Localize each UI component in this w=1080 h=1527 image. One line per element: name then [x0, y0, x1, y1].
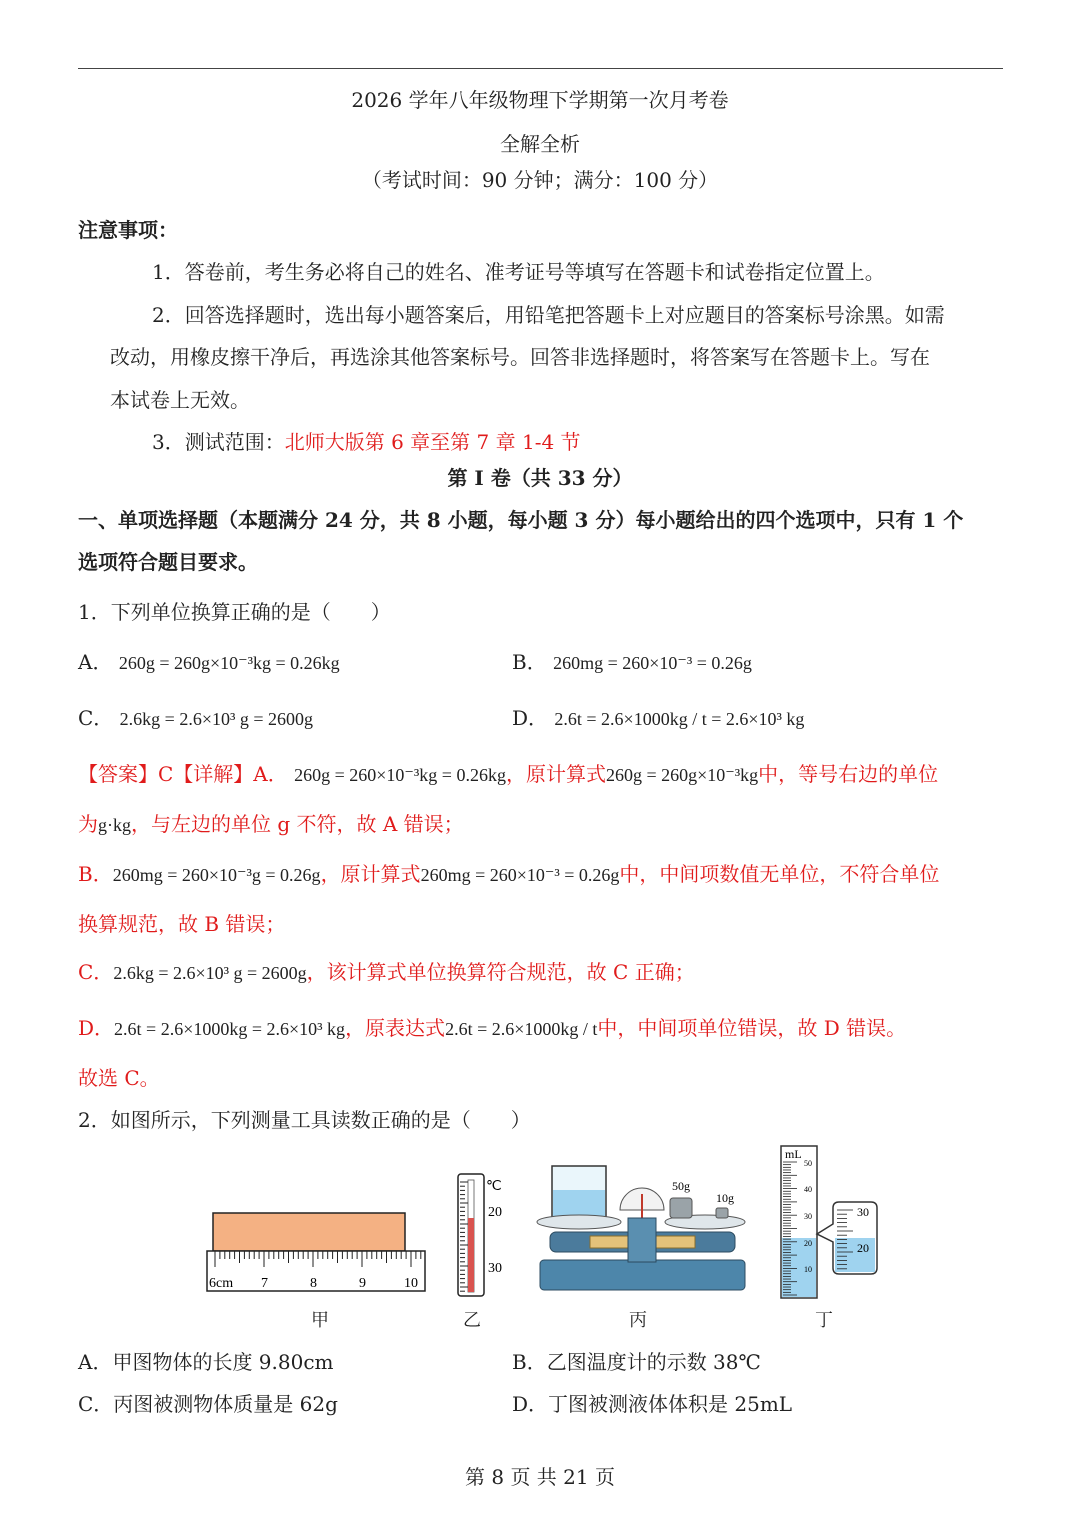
- thermometer-unit: ℃: [486, 1179, 502, 1194]
- weight-10g-label: 10g: [716, 1191, 734, 1205]
- cylinder-label: 40: [804, 1185, 812, 1194]
- q1-option-c-expr: 2.6kg = 2.6×10³ g = 2600g: [119, 709, 314, 729]
- weight-50g-label: 50g: [672, 1179, 690, 1193]
- answer-text: ，原计算式: [320, 862, 421, 886]
- q2-option-c: C．丙图被测物体质量是 62g: [78, 1392, 338, 1416]
- answer-text: ，与左边的单位 g 不符，故 A 错误；: [131, 812, 464, 836]
- q1-stem: 1．下列单位换算正确的是（ ）: [78, 600, 391, 624]
- q2-option-d: D．丁图被测液体体积是 25mL: [512, 1392, 793, 1416]
- q1-option-d: [512, 702, 804, 731]
- notice-heading: 注意事项：: [78, 218, 178, 242]
- doc-title: 2026 学年八年级物理下学期第一次月考卷: [351, 88, 729, 112]
- figure-label-yi: 乙: [463, 1310, 481, 1331]
- left-pan: [537, 1215, 621, 1229]
- q2-option-a: A．甲图物体的长度 9.80cm: [78, 1350, 334, 1374]
- q2-stem: 2．如图所示，下列测量工具读数正确的是（ ）: [78, 1108, 531, 1132]
- thermometer-figure: [448, 1170, 518, 1300]
- answer-expr: 260mg = 260×10⁻³g = 0.26g: [112, 865, 321, 885]
- balance-column: [628, 1218, 656, 1262]
- thermometer-label: 20: [488, 1205, 502, 1220]
- q1-option-c: [78, 702, 313, 731]
- test-scope: 北师大版第 6 章至第 7 章 1-4 节: [284, 430, 581, 454]
- doc-subtitle: 全解全析: [500, 132, 580, 156]
- answer-text: 中，中间项单位错误，故 D 错误。: [597, 1016, 907, 1040]
- q1-conclusion: 故选 C。: [78, 1066, 160, 1090]
- balance-figure: [530, 1160, 755, 1300]
- weight-50g: [670, 1198, 692, 1218]
- q1-answer-line2: [78, 808, 464, 837]
- cylinder-label: 30: [804, 1212, 812, 1221]
- answer-prefix: 【答案】C【详解】A．: [78, 762, 288, 786]
- q1-answer-c: [78, 956, 695, 985]
- balance-base: [540, 1260, 745, 1290]
- ruler-label: 10: [404, 1276, 418, 1291]
- weight-10g: [716, 1208, 728, 1218]
- beaker-liquid: [553, 1190, 605, 1217]
- cylinder-label: 20: [804, 1239, 812, 1248]
- answer-expr: 2.6t = 2.6×1000kg = 2.6×10³ kg: [114, 1019, 346, 1039]
- cylinder-label: 10: [804, 1265, 812, 1274]
- answer-text: 中，中间项数值无单位，不符合单位: [619, 862, 940, 886]
- zoom-liquid: [835, 1238, 875, 1272]
- answer-text: 为: [78, 812, 98, 836]
- q1-option-b-expr: 260mg = 260×10⁻³ = 0.26g: [553, 653, 752, 673]
- option-label: B．: [512, 650, 547, 674]
- q1-option-d-expr: 2.6t = 2.6×1000kg / t = 2.6×10³ kg: [554, 709, 805, 729]
- notice-item-2-line1: 2．回答选择题时，选出每小题答案后，用铅笔把答题卡上对应题目的答案标号涂黑。如需: [152, 303, 945, 327]
- answer-text: ，原表达式: [345, 1016, 446, 1040]
- notice-item-2-line2: 改动，用橡皮擦干净后，再选涂其他答案标号。回答非选择题时，将答案写在答题卡上。写在: [110, 345, 930, 369]
- answer-text: ，原计算式: [505, 762, 606, 786]
- notice-item-1: 1．答卷前，考生务必将自己的姓名、准考证号等填写在答题卡和试卷指定位置上。: [152, 260, 885, 284]
- answer-label: D．: [78, 1016, 115, 1040]
- q2-option-b: B．乙图温度计的示数 38℃: [512, 1350, 761, 1374]
- figure-label-bing: 丙: [629, 1310, 647, 1331]
- ruler-figure: [205, 1205, 430, 1297]
- answer-label: C．: [78, 960, 114, 984]
- answer-expr: 260g = 260g×10⁻³kg: [605, 765, 759, 785]
- thermometer-label: 30: [488, 1261, 502, 1276]
- q1-option-b: [512, 646, 752, 675]
- zoom-label: 30: [857, 1205, 869, 1219]
- cylinder-figure: [775, 1142, 885, 1302]
- header-rule: [78, 68, 1003, 69]
- figure-label-jia: 甲: [311, 1310, 329, 1331]
- test-scope-label: 3．测试范围：: [152, 430, 285, 454]
- q1-option-a-expr: 260g = 260g×10⁻³kg = 0.26kg: [118, 653, 340, 673]
- notice-item-2-line3: 本试卷上无效。: [110, 388, 250, 412]
- option-label: C．: [78, 706, 114, 730]
- q1-answer-b-line2: 换算规范，故 B 错误；: [78, 912, 286, 936]
- answer-expr: 2.6kg = 2.6×10³ g = 2600g: [113, 963, 307, 983]
- ruler-label: 8: [310, 1276, 317, 1291]
- figure-label-ding: 丁: [815, 1310, 833, 1331]
- answer-expr: g·kg: [98, 815, 131, 835]
- q1-answer-line1: [78, 758, 938, 787]
- thermometer-liquid: [468, 1218, 474, 1292]
- section-heading-line2: 选项符合题目要求。: [78, 550, 258, 574]
- page-footer: 第 8 页 共 21 页: [465, 1465, 615, 1489]
- section-title: 第 I 卷（共 33 分）: [447, 466, 633, 490]
- measured-block: [213, 1213, 405, 1251]
- q1-answer-d: [78, 1012, 906, 1041]
- cylinder-unit: mL: [785, 1147, 802, 1161]
- cylinder-label: 50: [804, 1159, 812, 1168]
- exam-info: （考试时间：90 分钟；满分：100 分）: [361, 168, 719, 192]
- ruler-label: 7: [261, 1276, 268, 1291]
- answer-expr: 2.6t = 2.6×1000kg / t: [445, 1019, 598, 1039]
- notice-item-3: [152, 426, 581, 455]
- ruler-label: 9: [359, 1276, 366, 1291]
- q1-answer-b: [78, 858, 939, 887]
- answer-expr: 260g = 260×10⁻³kg = 0.26kg: [294, 765, 506, 785]
- option-label: D．: [512, 706, 549, 730]
- ruler-label: 6cm: [209, 1276, 234, 1291]
- option-label: A．: [78, 650, 113, 674]
- zoom-label: 20: [857, 1241, 869, 1255]
- section-heading-line1: 一、单项选择题（本题满分 24 分，共 8 小题，每小题 3 分）每小题给出的四个选项中，只有 1 个: [78, 508, 964, 532]
- answer-label: B．: [78, 862, 113, 886]
- answer-text: ，该计算式单位换算符合规范，故 C 正确；: [306, 960, 695, 984]
- q1-option-a: [78, 646, 340, 675]
- answer-text: 中，等号右边的单位: [758, 762, 939, 786]
- answer-expr: 260mg = 260×10⁻³ = 0.26g: [420, 865, 620, 885]
